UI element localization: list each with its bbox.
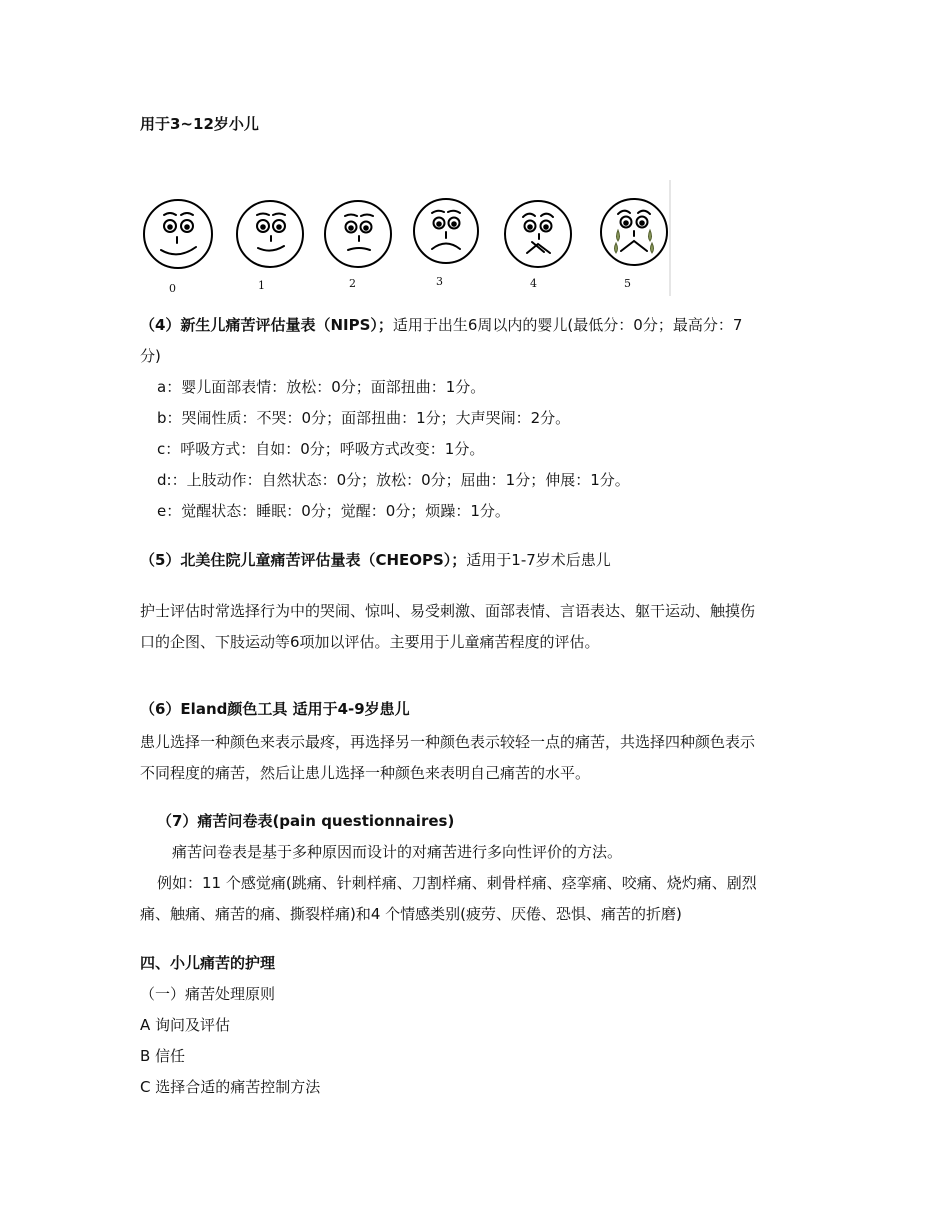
nursing-item-b: B 信任	[140, 1047, 186, 1065]
face-4-icon	[505, 201, 571, 267]
cheops-body-2: 口的企图、下肢运动等6项加以评估。主要用于儿童痛苦程度的评估。	[140, 633, 600, 651]
nursing-item-a: A 询问及评估	[140, 1016, 231, 1034]
face-label-0: 0	[169, 282, 176, 295]
face-2-icon	[325, 201, 391, 267]
nips-description-cont: 分)	[140, 347, 161, 365]
questionnaire-line-3: 痛、触痛、痛苦的痛、撕裂样痛)和4 个情感类别(疲劳、厌倦、恐惧、痛苦的折磨)	[140, 905, 682, 923]
faces-pain-scale-figure	[140, 180, 671, 296]
face-5-icon	[601, 199, 667, 265]
nursing-subheading: （一）痛苦处理原则	[140, 985, 276, 1003]
nips-item-b: b：哭闹性质：不哭：0分；面部扭曲：1分；大声哭闹：2分。	[157, 409, 571, 427]
questionnaire-heading: （7）痛苦问卷表(pain questionnaires)	[157, 812, 455, 830]
face-label-1: 1	[258, 279, 265, 292]
eland-body-2: 不同程度的痛苦，然后让患儿选择一种颜色来表明自己痛苦的水平。	[140, 764, 591, 782]
cheops-title: （5）北美住院儿童痛苦评估量表（CHEOPS）；	[140, 551, 467, 569]
cheops-heading	[140, 550, 611, 570]
age-range-heading: 用于3~12岁小儿	[140, 115, 259, 133]
nips-item-a: a：婴儿面部表情：放松：0分；面部扭曲：1分。	[157, 378, 486, 396]
eland-heading: （6）Eland颜色工具 适用于4-9岁患儿	[140, 700, 410, 718]
face-label-2: 2	[349, 277, 356, 290]
cheops-description: 适用于1-7岁术后患儿	[466, 551, 611, 569]
face-0-icon	[144, 200, 212, 268]
nips-item-e: e：觉醒状态：睡眠：0分；觉醒：0分；烦躁：1分。	[157, 502, 510, 520]
face-label-5: 5	[624, 277, 631, 290]
questionnaire-line-2: 例如：11 个感觉痛(跳痛、针刺样痛、刀割样痛、刺骨样痛、痉挛痛、咬痛、烧灼痛、剧烈	[157, 874, 757, 892]
nursing-item-c: C 选择合适的痛苦控制方法	[140, 1078, 321, 1096]
eland-body-1: 患儿选择一种颜色来表示最疼，再选择另一种颜色表示较轻一点的痛苦，共选择四种颜色表示	[140, 733, 756, 751]
face-3-icon	[414, 199, 478, 263]
nips-heading	[140, 315, 742, 335]
cheops-body-1: 护士评估时常选择行为中的哭闹、惊叫、易受刺激、面部表情、言语表达、躯干运动、触摸伤	[140, 602, 756, 620]
face-label-4: 4	[530, 277, 537, 290]
nips-title: （4）新生儿痛苦评估量表（NIPS）；	[140, 316, 393, 334]
questionnaire-line-1: 痛苦问卷表是基于多种原因而设计的对痛苦进行多向性评价的方法。	[172, 843, 623, 861]
nips-item-c: c：呼吸方式：自如：0分；呼吸方式改变：1分。	[157, 440, 485, 458]
nursing-heading: 四、小儿痛苦的护理	[140, 954, 276, 972]
nips-description: 适用于出生6周以内的婴儿(最低分：0分；最高分：7	[392, 316, 743, 334]
faces-pain-scale	[140, 180, 671, 296]
nips-item-d: d:：上肢动作：自然状态：0分；放松：0分；屈曲：1分；伸展：1分。	[157, 471, 630, 489]
face-1-icon	[237, 201, 303, 267]
face-label-3: 3	[436, 275, 443, 288]
